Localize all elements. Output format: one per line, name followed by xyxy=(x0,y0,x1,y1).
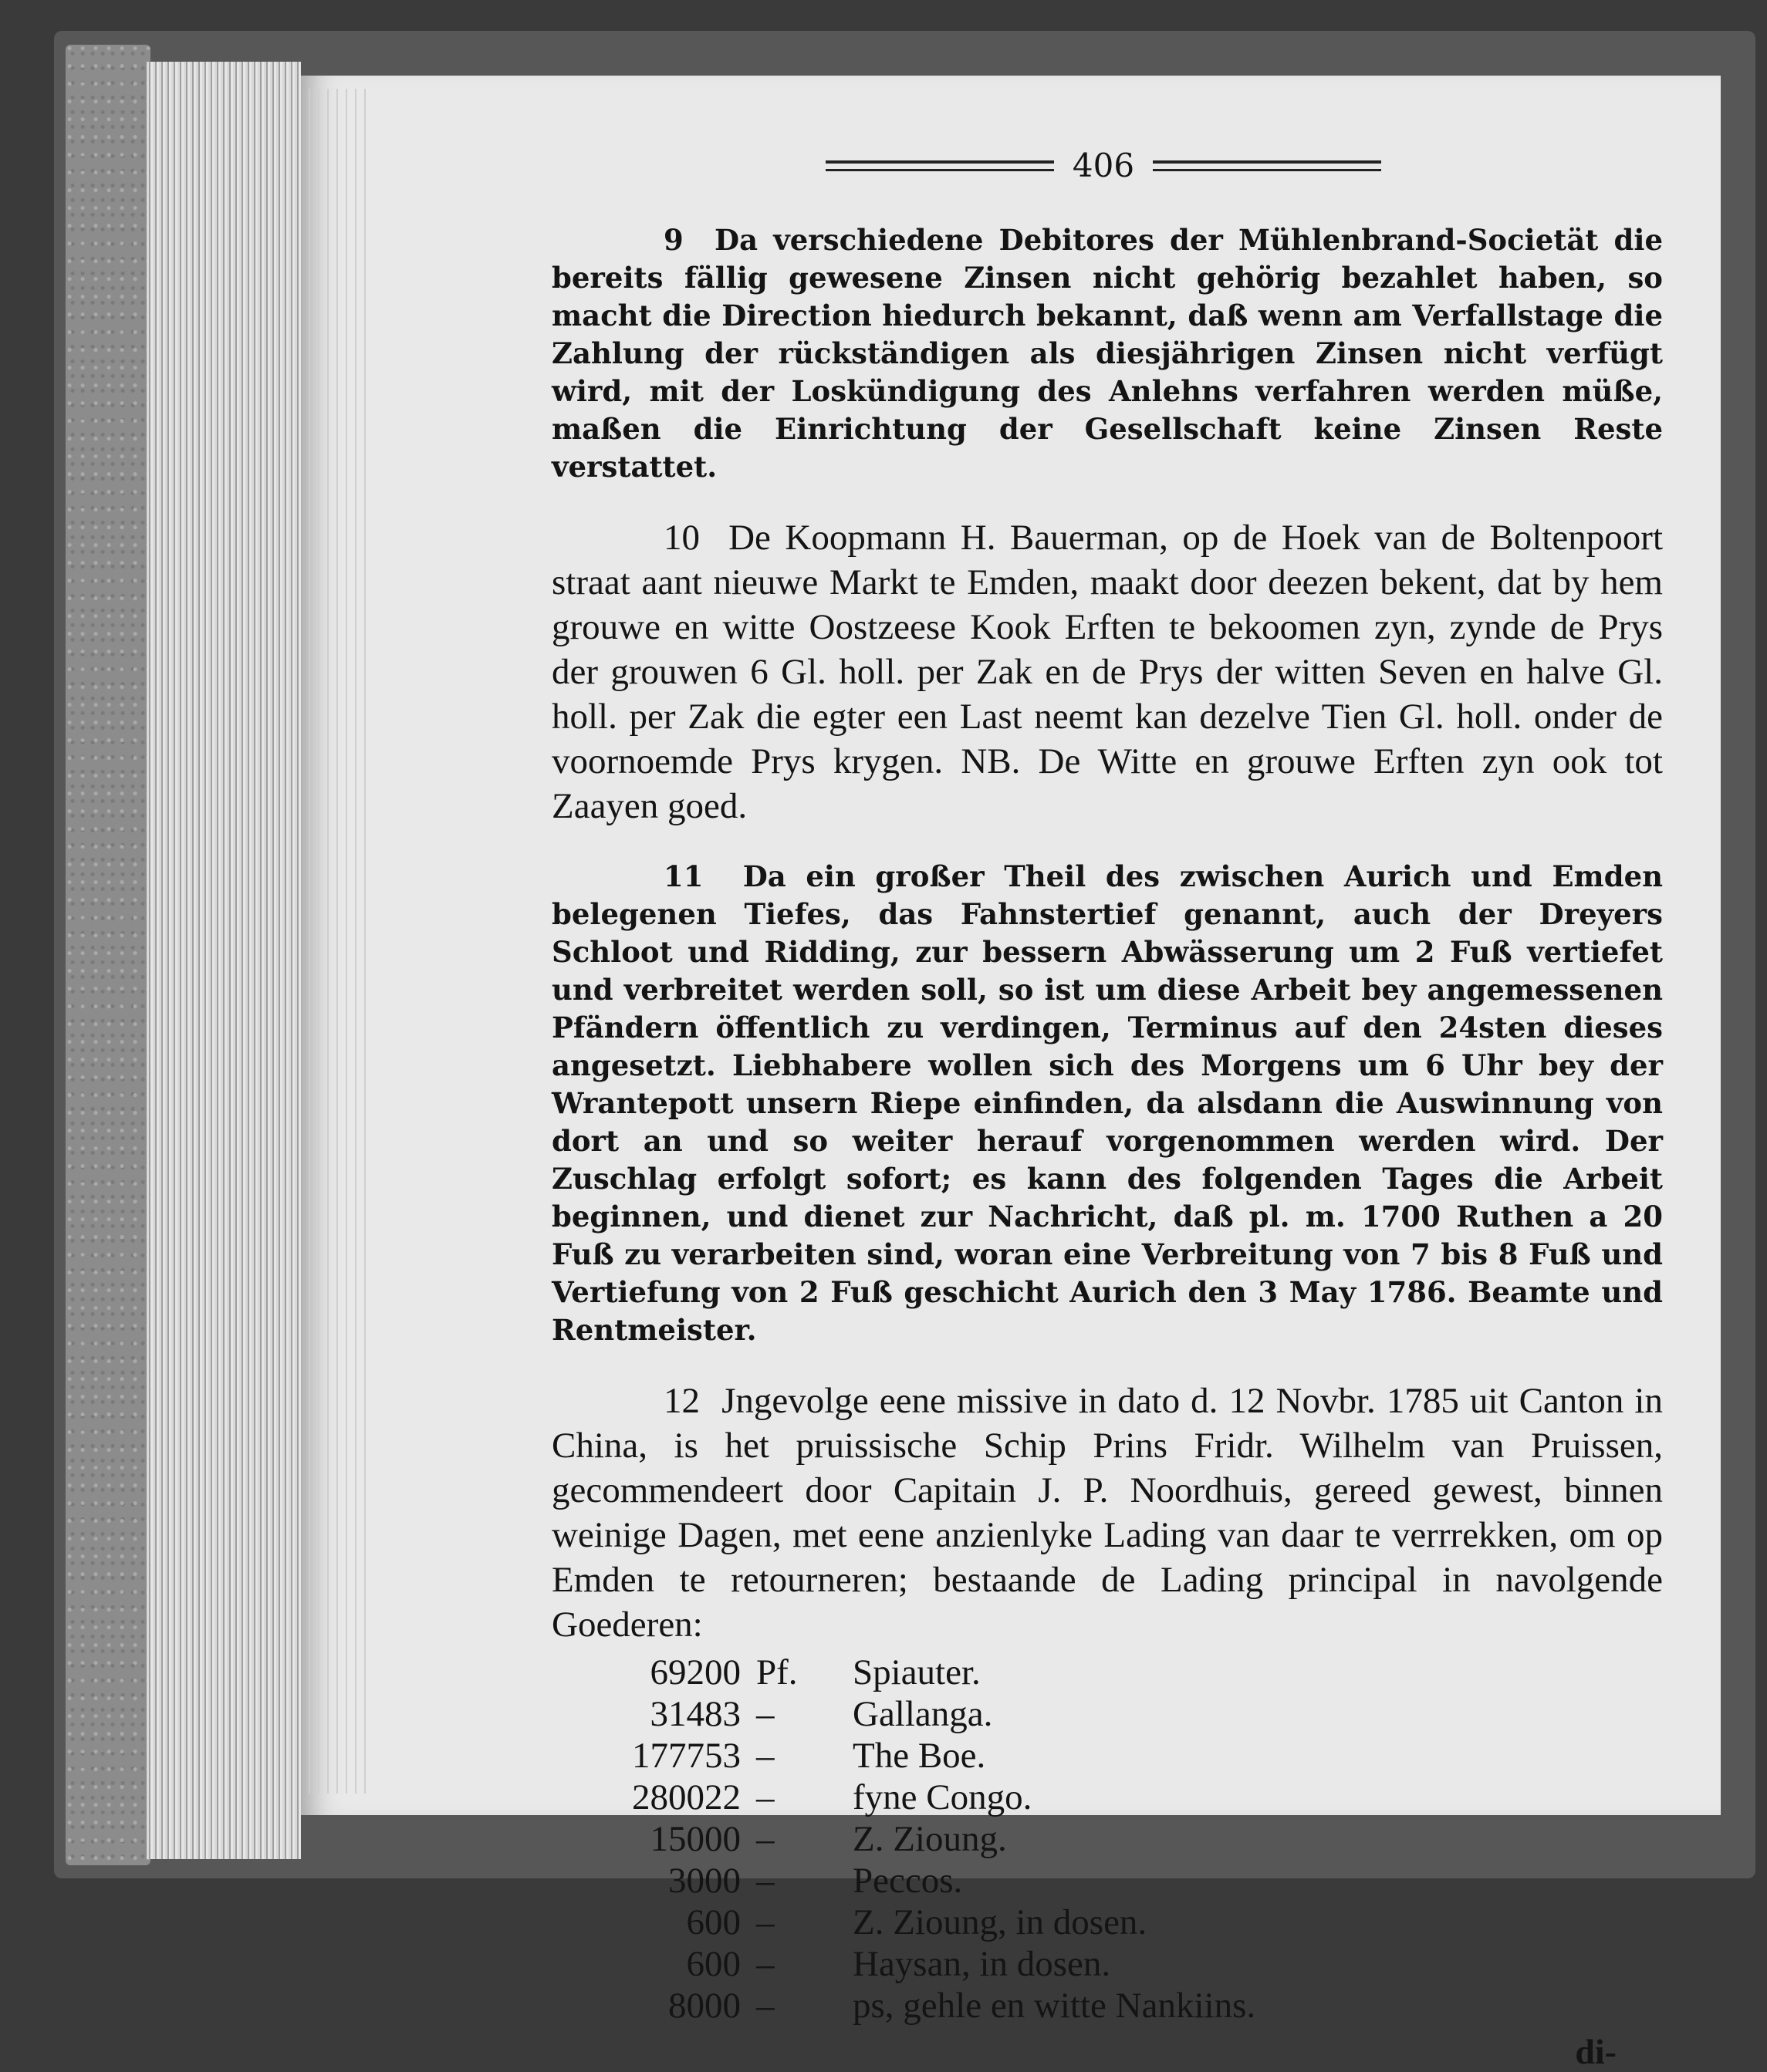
cargo-unit: – xyxy=(756,1861,775,1901)
cargo-quantity: 280022 xyxy=(632,1777,741,1817)
page-gutter xyxy=(309,89,370,1794)
cargo-unit: – xyxy=(756,1902,775,1942)
cargo-good: Spiauter. xyxy=(853,1652,981,1692)
cargo-item xyxy=(552,1777,1663,1818)
cargo-item xyxy=(552,1943,1663,1985)
cargo-good: Haysan, in dosen. xyxy=(853,1944,1111,1984)
cargo-good: Z. Zioung, in dosen. xyxy=(853,1902,1147,1942)
cargo-unit: – xyxy=(756,1819,775,1859)
cargo-quantity: 600 xyxy=(686,1902,741,1942)
paragraph-10 xyxy=(552,515,1663,828)
page-text xyxy=(552,147,1664,2071)
cargo-good: Gallanga. xyxy=(853,1694,993,1734)
cargo-quantity: 177753 xyxy=(632,1736,741,1776)
paragraph-text: De Koopmann H. Bauerman, op de Hoek van de Boltenpoort straat aant nieuwe Markt te Emden, maakt door deezen bekent, dat by hem grouwe en witte Oostzeese Kook Erften te bekoomen zyn, zynde de Prys der grouwen 6 Gl. holl. per Zak en de Prys der witten Seven en halve Gl. holl. per Zak die egter een Last neemt kan dezelve Tien Gl. holl. onder de voornoemde Prys krygen. NB. De Witte en grouwe Erften zyn ook tot Zaayen goed. xyxy=(552,518,1663,826)
cargo-unit: – xyxy=(756,1694,775,1734)
paragraph-number: 10 xyxy=(664,518,700,558)
cargo-item xyxy=(552,1860,1663,1902)
cargo-good: Peccos. xyxy=(853,1861,963,1901)
cargo-good: Z. Zioung. xyxy=(853,1819,1007,1859)
marbled-cover-board xyxy=(66,45,150,1865)
header-rule-right xyxy=(1153,160,1381,171)
cargo-quantity: 3000 xyxy=(668,1861,741,1901)
cargo-item xyxy=(552,1693,1663,1735)
cargo-item xyxy=(552,1652,1663,1693)
page-edges xyxy=(147,62,301,1859)
catchword: di- xyxy=(1575,2032,1617,2071)
paragraph-12 xyxy=(552,1379,1663,1647)
paragraph-11 xyxy=(552,858,1663,1349)
cargo-quantity: 600 xyxy=(686,1944,741,1984)
cargo-item xyxy=(552,1985,1663,2026)
cargo-good: The Boe. xyxy=(853,1736,986,1776)
page-number: 406 xyxy=(1072,147,1135,184)
cargo-quantity: 15000 xyxy=(650,1819,741,1859)
paragraph-number: 9 xyxy=(664,223,684,257)
cargo-good: fyne Congo. xyxy=(853,1777,1032,1817)
cargo-unit: – xyxy=(756,1944,775,1984)
paragraph-text: Da ein großer Theil des zwischen Aurich und Emden belegenen Tiefes, das Fahnstertief genannt, auch der Dreyers Schloot und Ridding, zur bessern Abwässerung um 2 Fuß vertiefet und verbreitet werden soll, so ist um diese Arbeit bey angemessenen Pfändern öffentlich zu verdingen, Terminus auf den 24sten dieses angesetzt. Liebhabere wollen sich des Morgens um 6 Uhr bey der Wrantepott unsern Riepe einfinden, da alsdann die Auswinnung von dort an und so weiter herauf vorgenommen werden wird. Der Zuschlag erfolgt sofort; es kann des folgenden Tages die Arbeit beginnen, und dienet zur Nachricht, daß pl. m. 1700 Ruthen a 20 Fuß zu verarbeiten sind, woran eine Verbreitung von 7 bis 8 Fuß und Vertiefung von 2 Fuß geschicht Aurich den 3 May 1786. Beamte und Rentmeister. xyxy=(552,859,1664,1347)
paragraph-number: 11 xyxy=(664,859,704,893)
cargo-list xyxy=(552,1652,1663,2026)
page-header xyxy=(826,147,1381,184)
header-rule-left xyxy=(826,160,1054,171)
cargo-quantity: 31483 xyxy=(650,1694,741,1734)
paragraph-9 xyxy=(552,221,1663,486)
paragraph-number: 12 xyxy=(664,1381,700,1421)
paragraph-text: Da verschiedene Debitores der Mühlenbrand-Societät die bereits fällig gewesene Zinsen nicht gehörig bezahlet haben, so macht die Direction hiedurch bekannt, daß wenn am Verfallstage die Zahlung der rückständigen als diesjährigen Zinsen nicht verfügt wird, mit der Loskündigung des Anlehns verfahren werden müße, maßen die Einrichtung der Gesellschaft keine Zinsen Reste verstattet. xyxy=(552,223,1663,484)
cargo-item xyxy=(552,1818,1663,1860)
cargo-unit: – xyxy=(756,1777,775,1817)
cargo-unit: – xyxy=(756,1986,775,2026)
cargo-unit: – xyxy=(756,1736,775,1776)
cargo-quantity: 69200 xyxy=(650,1652,741,1692)
cargo-quantity: 8000 xyxy=(668,1986,741,2026)
cargo-item xyxy=(552,1902,1663,1943)
cargo-item xyxy=(552,1735,1663,1777)
cargo-good: ps, gehle en witte Nankiins. xyxy=(853,1986,1256,2026)
cargo-unit: Pf. xyxy=(756,1652,798,1692)
paragraph-text: Jngevolge eene missive in dato d. 12 Novbr. 1785 uit Canton in China, is het pruissische Schip Prins Fridr. Wilhelm van Pruissen, gecommendeert door Capitain J. P. Noordhuis, gereed gewest, binnen weinige Dagen, met eene anzienlyke Lading van daar te verrrekken, om op Emden te retourneren; bestaande de Lading principal in navolgende Goederen: xyxy=(552,1381,1663,1645)
